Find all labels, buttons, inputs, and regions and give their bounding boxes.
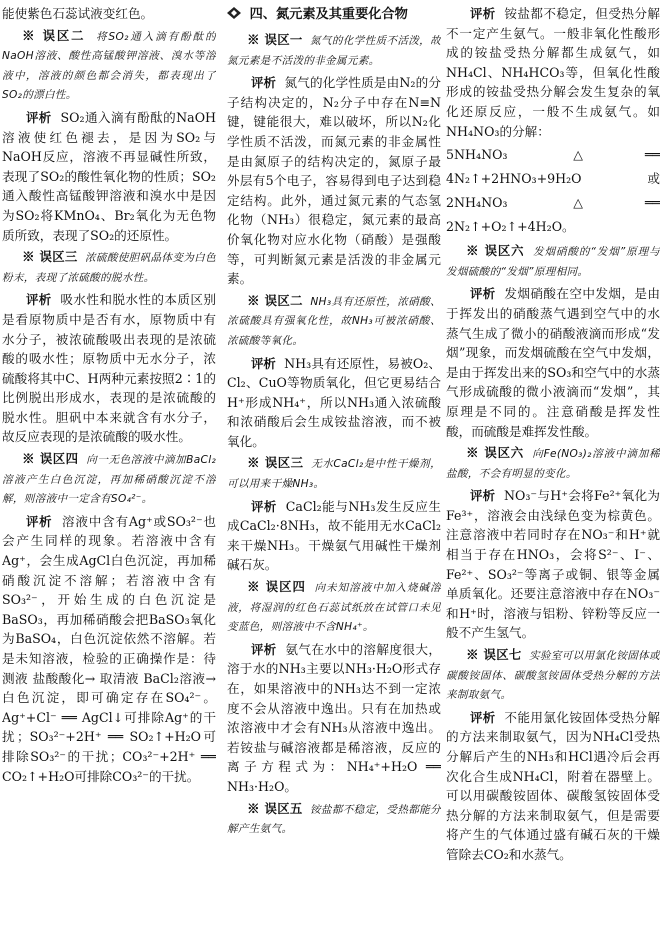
paragraph: 能使紫色石蕊试液变红色。: [2, 6, 154, 21]
analysis-label: 评析: [250, 498, 277, 514]
analysis-text: 不能用氯化铵固体受热分解的方法来制取氨气，因为NH₄Cl受热分解后产生的NH₃和HCl遇冷后会再次化合生成NH₄Cl，附着在器壁上。可以用碳酸铵固体、碳酸氢铵固体受热分解的方法来制取氨气，但是需要将产生的气体通过盛有碱石灰的干燥管除去CO₂和水蒸气。: [446, 709, 660, 862]
analysis-4: [227, 640, 441, 797]
analysis-3: [227, 497, 441, 575]
analysis-text: NO₃⁻与H⁺会将Fe²⁺氧化为Fe³⁺，溶液会由浅绿色变为棕黄色。注意溶液中若同时存在NO₃⁻和H⁺就相当于存在HNO₃，会将S²⁻、I⁻、Fe²⁺、SO₃²⁻等离子或铜、银等金属单质氧化。还要注意溶液中存在NO₃⁻和H⁺时，溶液与铝粉、锌粉等反应一般不产生氢气。: [446, 488, 660, 641]
misconception-label: ※ 误区六: [466, 445, 524, 461]
misconception-text: 无水CaCl₂是中性干燥剂，可以用来干燥NH₃。: [227, 458, 441, 491]
misconception-text: 向一无色溶液中滴加BaCl₂溶液产生白色沉淀，再加稀硝酸沉淀不溶解，则溶液中一定含有SO₄²⁻。: [2, 454, 216, 506]
analysis-text: 铵盐都不稳定，但受热分解不一定产生氨气。一般非氧化性酸形成的铵盐受热分解都生成氨气，如NH₄Cl、NH₄HCO₃等，但氧化性酸形成的铵盐受热分解会发生复杂的氧化还原反应，一般不生成氨气。如NH₄NO₃的分解：: [446, 6, 660, 139]
chemical-equation: 5NH₄NO₃ △══ 4N₂↑+2HNO₃+9H₂O 或 2NH₄NO₃ △══ 2N₂↑+O₂↑+4H₂O。: [446, 147, 660, 235]
misconception-3: [227, 453, 441, 494]
misconception-2: [2, 26, 216, 106]
analysis-1: [227, 73, 441, 289]
analysis-text: NH₃具有还原性，易被O₂、Cl₂、CuO等物质氧化，但它更易结合H⁺形成NH₄⁺，所以NH₃通入浓硫酸和浓硝酸后会生成铵盐溶液，而不被氧化。: [227, 355, 441, 449]
misconception-6b: [446, 443, 660, 484]
misconception-2: [227, 291, 441, 352]
analysis-6: [446, 284, 660, 441]
analysis-3: [2, 290, 216, 447]
analysis-text: 溶液中含有Ag⁺或SO₃²⁻也会产生同样的现象。若溶液中含有Ag⁺，会生成AgCl白色沉淀，再加稀硝酸沉淀不溶解；若溶液中含有SO₃²⁻，开始生成的白色沉淀是BaSO₃，再加稀硝酸会把BaSO₃氧化为BaSO₄，白色沉淀依然不溶解。若是未知溶液，检验的正确操作是：待测液 盐酸酸化→ 取清液 BaCl₂溶液→ 白色沉淀，即可确定存在SO₄²⁻。Ag⁺+Cl⁻ ══ AgCl↓可排除Ag⁺的干扰；SO₃²⁻+2H⁺ ══ SO₂↑+H₂O可排除SO₃²⁻的干扰；CO₃²⁻+2H⁺ ══ CO₂↑+H₂O可排除CO₃²⁻的干扰。: [2, 513, 216, 784]
analysis-label: 评析: [250, 355, 276, 371]
section-heading: [227, 4, 441, 26]
misconception-label: ※ 误区四: [22, 451, 79, 467]
misconception-label: ※ 误区四: [247, 579, 306, 595]
misconception-text: NH₃具有还原性，浓硝酸、浓硫酸具有强氧化性，故NH₃可被浓硝酸、浓硫酸等氧化。: [227, 295, 441, 347]
analysis-label: 评析: [250, 641, 277, 657]
misconception-7: [446, 645, 660, 706]
analysis-text: 氨气在水中的溶解度很大，溶于水的NH₃主要以NH₃·H₂O形式存在，如果溶液中的NH₃达不到一定浓度不会从溶液中逸出。只有在加热或浓溶液中才会有NH₃从溶液中逸出。若铵盐与碱溶液都是稀溶液，反应的离子方程式为：NH₄⁺+H₂O ══ NH₃·H₂O。: [227, 641, 441, 794]
column-3: [446, 4, 660, 940]
misconception-label: ※ 误区六: [466, 243, 525, 259]
misconception-1: [227, 30, 441, 71]
misconception-text: 向Fe(NO₃)₂溶液中滴加稀盐酸，不会有明显的变化。: [446, 448, 660, 480]
analysis-label: 评析: [250, 75, 277, 91]
analysis-text: 发烟硝酸在空中发烟，是由于挥发出的硝酸蒸气遇到空气中的水蒸气生成了微小的硝酸液滴而形成“发烟”现象，而发烟硫酸在空气中发烟，是由于挥发出来的SO₃和空气中的水蒸气形成硫酸的微小液滴而“发烟”，其原理是不同的。注意硝酸是挥发性酸，而硫酸是难挥发性酸。: [446, 286, 660, 439]
analysis-label: 评析: [25, 513, 53, 529]
misconception-label: ※ 误区二: [22, 27, 86, 43]
analysis-label: 评析: [469, 709, 496, 725]
analysis-label: 评析: [469, 488, 496, 504]
analysis-4: [2, 512, 216, 786]
column-1: [2, 4, 216, 940]
misconception-text: 氮气的化学性质不活泼，故氮元素是不活泼的非金属元素。: [227, 35, 441, 67]
analysis-label: 评析: [469, 6, 496, 21]
misconception-text: 发烟硝酸的“发烟”原理与发烟硫酸的“发烟”原理相同。: [446, 246, 660, 278]
analysis-text: CaCl₂能与NH₃发生反应生成CaCl₂·8NH₃，故不能用无水CaCl₂来干燥NH₃。干燥氨气用碱性干燥剂碱石灰。: [227, 498, 441, 573]
misconception-3: [2, 247, 216, 288]
analysis-text: 氮气的化学性质是由N₂的分子结构决定的，N₂分子中存在N≡N键，键能很大，难以破坏，所以N₂化学性质不活泼，而氮元素的非金属性是由氮原子的结构决定的，氮原子最外层有5个电子，容易得到电子达到稳定结构。此外，通过氮元素的气态氢化物（NH₃）很稳定，氮元素的最高价氧化物对应水化物（硝酸）是强酸等，可判断氮元素是活泼的非金属元素。: [227, 75, 441, 287]
misconception-label: ※ 误区七: [466, 647, 522, 663]
misconception-text: 将SO₂通入滴有酚酞的NaOH溶液、酸性高锰酸钾溶液、溴水等溶液中，溶液的颜色都会消失，都表现出了SO₂的漂白性。: [2, 30, 216, 102]
analysis-6b: [446, 486, 660, 643]
column-2: [227, 4, 441, 940]
misconception-text: 实验室可以用氯化铵固体或碳酸铵固体、碳酸氢铵固体受热分解的方法来制取氨气。: [446, 650, 660, 702]
misconception-label: ※ 误区三: [22, 249, 78, 265]
misconception-text: 浓硫酸使胆矾晶体变为白色粉末，表现了浓硫酸的脱水性。: [2, 252, 216, 284]
misconception-6: [446, 241, 660, 282]
analysis-7: [446, 708, 660, 865]
analysis-2: [227, 354, 441, 452]
analysis-label: 评析: [25, 292, 52, 308]
misconception-text: 铵盐都不稳定，受热都能分解产生氨气。: [227, 803, 441, 836]
diamond-ornament-icon: [227, 7, 241, 19]
misconception-label: ※ 误区三: [247, 455, 304, 471]
section-heading-text: 四、氮元素及其重要化合物: [249, 7, 408, 22]
misconception-label: ※ 误区一: [247, 32, 303, 47]
analysis-text: 吸水性和脱水性的本质区别是看原物质中是否有水，原物质中有水分子，被浓硫酸吸出表现的是浓硫酸的吸水性；原物质中无水分子，浓硫酸将其中C、H两种元素按照2∶1的比例脱出形成水，表现的是浓硫酸的脱水性。胆矾中本来就含有水分子，故反应表现的是浓硫酸的吸水性。: [2, 292, 216, 445]
analysis-2: [2, 108, 216, 245]
analysis-5: [446, 4, 660, 141]
misconception-4: [2, 449, 216, 510]
analysis-label: 评析: [469, 286, 496, 302]
misconception-label: ※ 误区二: [247, 292, 303, 308]
misconception-4: [227, 577, 441, 638]
analysis-label: 评析: [25, 109, 52, 125]
misconception-5: [227, 799, 441, 840]
analysis-text: SO₂通入滴有酚酞的NaOH溶液使红色褪去，是因为SO₂与NaOH反应，溶液不再显碱性所致，表现了SO₂的酸性氧化物的性质；SO₂通入酸性高锰酸钾溶液和溴水中是因为SO₂将KMnO₄、Br₂氧化为无色物质所致，表现了SO₂的还原性。: [2, 109, 216, 243]
misconception-label: ※ 误区五: [247, 800, 303, 816]
misconception-text: 向未知溶液中加入烧碱溶液，将湿润的红色石蕊试纸放在试管口未见变蓝色，则溶液中不含NH₄⁺。: [227, 582, 441, 634]
